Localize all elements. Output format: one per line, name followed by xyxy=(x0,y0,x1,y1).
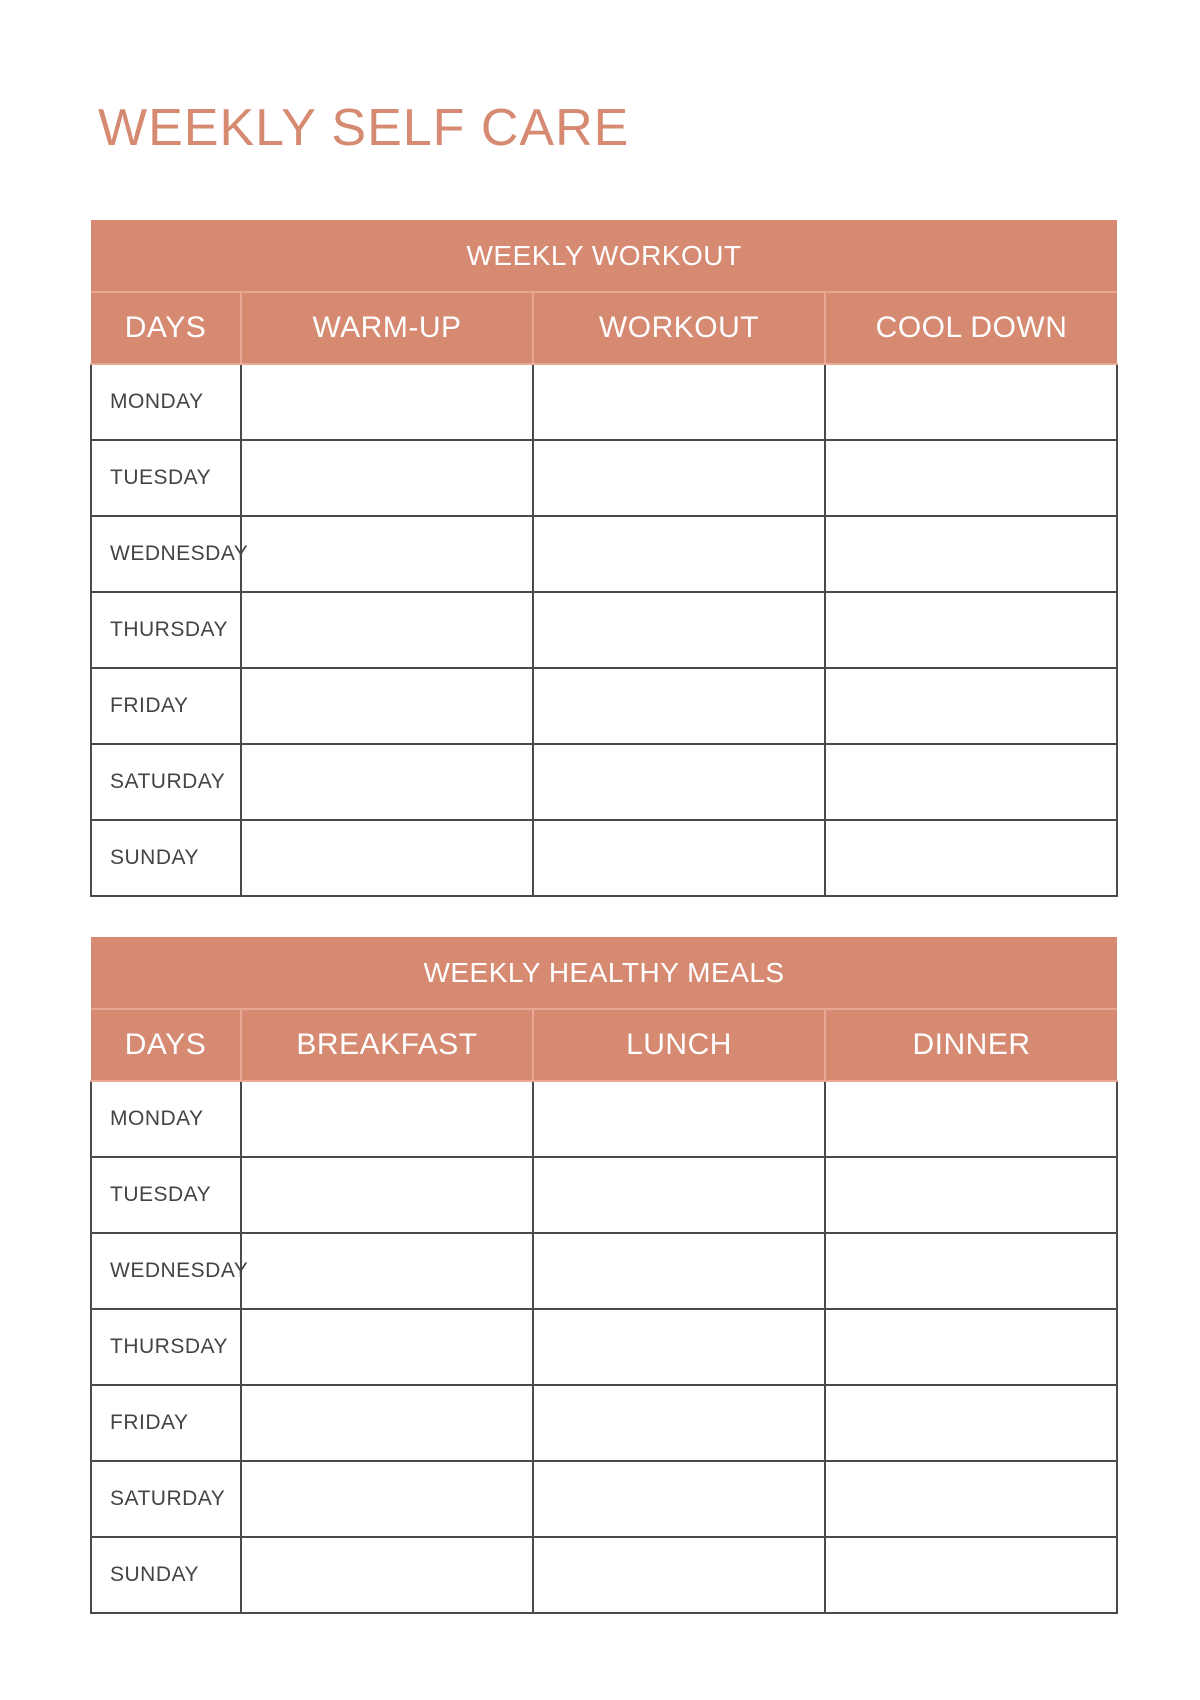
entry-cell-lunch[interactable] xyxy=(533,1537,825,1613)
entry-cell-breakfast[interactable] xyxy=(241,1461,533,1537)
table-row xyxy=(91,1385,1117,1461)
entry-cell-workout[interactable] xyxy=(533,744,825,820)
table-row xyxy=(91,1233,1117,1309)
column-header-workout: WORKOUT xyxy=(533,292,825,364)
entry-cell-cool-down[interactable] xyxy=(825,744,1117,820)
entry-cell-dinner[interactable] xyxy=(825,1233,1117,1309)
day-label: THURSDAY xyxy=(91,1309,241,1385)
entry-cell-cool-down[interactable] xyxy=(825,516,1117,592)
entry-cell-breakfast[interactable] xyxy=(241,1309,533,1385)
entry-cell-dinner[interactable] xyxy=(825,1157,1117,1233)
column-header-days: DAYS xyxy=(91,1009,241,1081)
table-row xyxy=(91,744,1117,820)
weekly-workout-table xyxy=(90,220,1118,897)
entry-cell-warm-up[interactable] xyxy=(241,592,533,668)
table-row xyxy=(91,1309,1117,1385)
table-title: WEEKLY WORKOUT xyxy=(91,220,1117,292)
entry-cell-warm-up[interactable] xyxy=(241,364,533,440)
entry-cell-dinner[interactable] xyxy=(825,1537,1117,1613)
day-label: SATURDAY xyxy=(91,744,241,820)
entry-cell-workout[interactable] xyxy=(533,668,825,744)
entry-cell-workout[interactable] xyxy=(533,364,825,440)
table-row xyxy=(91,820,1117,896)
entry-cell-cool-down[interactable] xyxy=(825,668,1117,744)
day-label: TUESDAY xyxy=(91,440,241,516)
day-label: MONDAY xyxy=(91,1081,241,1157)
day-label: MONDAY xyxy=(91,364,241,440)
entry-cell-workout[interactable] xyxy=(533,592,825,668)
weekly-meals-table xyxy=(90,937,1118,1614)
entry-cell-workout[interactable] xyxy=(533,820,825,896)
entry-cell-cool-down[interactable] xyxy=(825,592,1117,668)
entry-cell-lunch[interactable] xyxy=(533,1157,825,1233)
entry-cell-warm-up[interactable] xyxy=(241,820,533,896)
table-row xyxy=(91,1461,1117,1537)
table-title: WEEKLY HEALTHY MEALS xyxy=(91,937,1117,1009)
entry-cell-breakfast[interactable] xyxy=(241,1081,533,1157)
day-label: TUESDAY xyxy=(91,1157,241,1233)
table-row xyxy=(91,1537,1117,1613)
day-label: FRIDAY xyxy=(91,1385,241,1461)
table-row xyxy=(91,1081,1117,1157)
day-label: WEDNESDAY xyxy=(91,516,241,592)
entry-cell-workout[interactable] xyxy=(533,440,825,516)
entry-cell-lunch[interactable] xyxy=(533,1461,825,1537)
entry-cell-dinner[interactable] xyxy=(825,1081,1117,1157)
column-header-warm-up: WARM-UP xyxy=(241,292,533,364)
entry-cell-breakfast[interactable] xyxy=(241,1385,533,1461)
entry-cell-lunch[interactable] xyxy=(533,1309,825,1385)
entry-cell-breakfast[interactable] xyxy=(241,1233,533,1309)
page-title: WEEKLY SELF CARE xyxy=(98,99,630,157)
entry-cell-breakfast[interactable] xyxy=(241,1537,533,1613)
entry-cell-warm-up[interactable] xyxy=(241,516,533,592)
table-row xyxy=(91,668,1117,744)
entry-cell-dinner[interactable] xyxy=(825,1461,1117,1537)
entry-cell-lunch[interactable] xyxy=(533,1233,825,1309)
day-label: SATURDAY xyxy=(91,1461,241,1537)
column-header-breakfast: BREAKFAST xyxy=(241,1009,533,1081)
column-header-dinner: DINNER xyxy=(825,1009,1117,1081)
table-row xyxy=(91,1157,1117,1233)
entry-cell-warm-up[interactable] xyxy=(241,440,533,516)
column-header-lunch: LUNCH xyxy=(533,1009,825,1081)
entry-cell-warm-up[interactable] xyxy=(241,744,533,820)
day-label: SUNDAY xyxy=(91,1537,241,1613)
table-row xyxy=(91,440,1117,516)
entry-cell-workout[interactable] xyxy=(533,516,825,592)
entry-cell-dinner[interactable] xyxy=(825,1385,1117,1461)
entry-cell-dinner[interactable] xyxy=(825,1309,1117,1385)
entry-cell-cool-down[interactable] xyxy=(825,820,1117,896)
table-row xyxy=(91,516,1117,592)
day-label: WEDNESDAY xyxy=(91,1233,241,1309)
day-label: THURSDAY xyxy=(91,592,241,668)
column-header-cool-down: COOL DOWN xyxy=(825,292,1117,364)
day-label: SUNDAY xyxy=(91,820,241,896)
entry-cell-warm-up[interactable] xyxy=(241,668,533,744)
entry-cell-breakfast[interactable] xyxy=(241,1157,533,1233)
entry-cell-cool-down[interactable] xyxy=(825,364,1117,440)
entry-cell-cool-down[interactable] xyxy=(825,440,1117,516)
entry-cell-lunch[interactable] xyxy=(533,1081,825,1157)
table-row xyxy=(91,364,1117,440)
table-row xyxy=(91,592,1117,668)
column-header-days: DAYS xyxy=(91,292,241,364)
entry-cell-lunch[interactable] xyxy=(533,1385,825,1461)
day-label: FRIDAY xyxy=(91,668,241,744)
